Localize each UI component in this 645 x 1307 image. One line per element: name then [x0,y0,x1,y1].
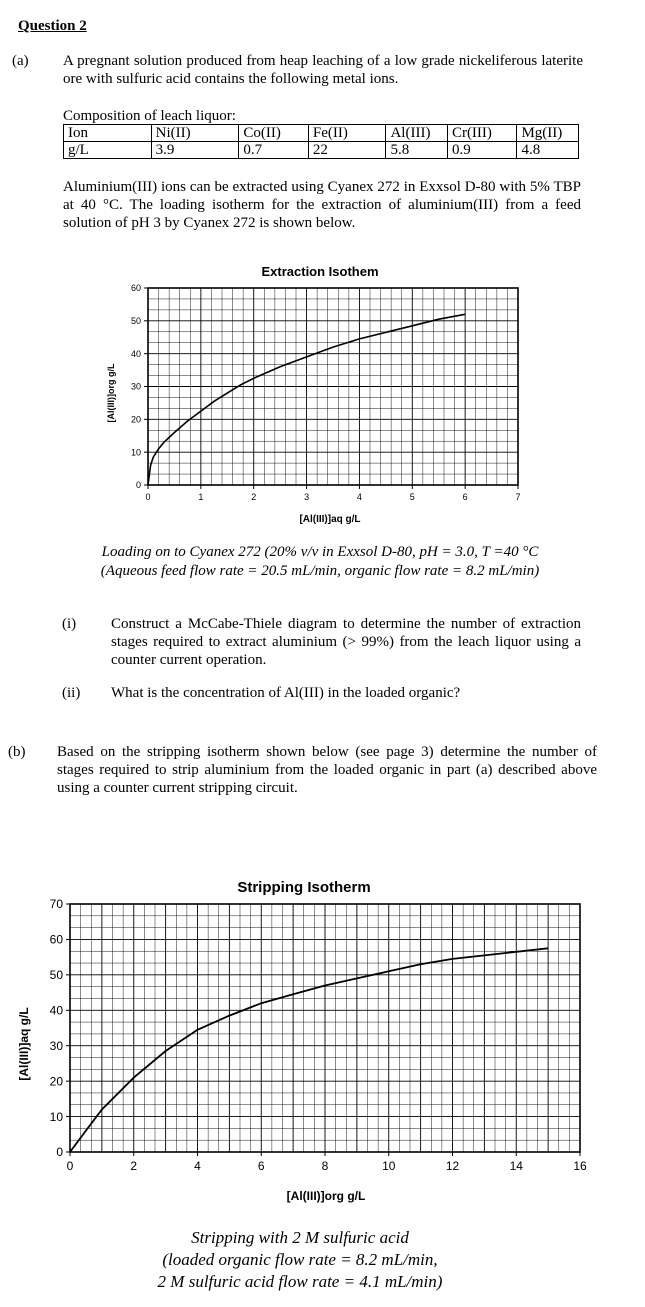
table-cell: 0.7 [239,142,309,159]
x-tick-label: 12 [445,1159,460,1173]
y-axis-label: [Al(III)]org g/L [106,363,116,423]
y-tick-label: 10 [49,1109,63,1124]
chart-title: Stripping Isotherm [237,879,371,896]
x-tick-label: 0 [145,492,151,502]
y-tick-label: 40 [49,1003,63,1018]
y-tick-label: 0 [135,480,141,491]
chart-ticks [131,283,521,502]
x-tick-label: 7 [515,492,521,502]
table-cell: Fe(II) [308,125,386,142]
x-tick-label: 3 [304,492,310,502]
stripping-caption-line-2: (loaded organic flow rate = 8.2 mL/min, [162,1250,438,1269]
y-tick-label: 60 [49,932,63,947]
table-cell: g/L [64,142,152,159]
table-cell: Cr(III) [447,125,517,142]
part-a-paragraph-2: Aluminium(III) ions can be extracted using Cyanex 272 in Exxsol D-80 with 5% TBP at 40 °C. The loading isotherm for the extraction of aluminium(III) from a feed solution of pH 3 by Cyanex 272 is shown below. [63,179,581,231]
extraction-caption-line-1: Loading on to Cyanex 272 (20% v/v in Exxsol D-80, pH = 3.0, T =40 °C [101,544,539,560]
y-tick-label: 20 [130,414,141,425]
y-tick-label: 30 [130,381,141,392]
x-tick-label: 6 [462,492,468,502]
sub-ii-label: (ii) [62,685,81,701]
chart-ticks [50,897,587,1173]
composition-table [63,124,579,159]
x-tick-label: 4 [194,1159,201,1173]
part-b-label: (b) [8,744,26,760]
table-caption: Composition of leach liquor: [63,108,236,124]
x-tick-label: 14 [509,1159,523,1173]
table-cell: 5.8 [386,142,447,159]
table-cell: Mg(II) [517,125,579,142]
sub-i-label: (i) [62,616,77,632]
chart-title: Extraction Isothem [261,264,379,279]
sub-i-text: Construct a McCabe-Thiele diagram to determine the number of extraction stages required to extract aluminium (> 99%) from the leach liquor using a counter current operation. [111,616,581,668]
table-cell: 3.9 [151,142,239,159]
table-cell: Al(III) [386,125,447,142]
x-tick-label: 4 [356,492,362,502]
table-cell: Ni(II) [151,125,239,142]
y-tick-label: 20 [49,1074,63,1089]
x-tick-label: 2 [251,492,257,502]
x-tick-label: 6 [257,1159,265,1173]
x-tick-label: 10 [382,1159,396,1173]
x-axis-label: [Al(III)]org g/L [286,1189,366,1203]
extraction-caption-line-2: (Aqueous feed flow rate = 20.5 mL/min, organic flow rate = 8.2 mL/min) [100,563,540,579]
x-tick-label: 16 [573,1159,587,1173]
x-tick-label: 8 [321,1159,329,1173]
y-tick-label: 50 [130,315,141,326]
x-tick-label: 5 [409,492,415,502]
y-tick-label: 30 [49,1038,63,1053]
chart-grid [148,288,518,485]
y-tick-label: 50 [49,968,63,983]
x-axis-label: [Al(III)]aq g/L [299,514,361,525]
stripping-caption-line-1: Stripping with 2 M sulfuric acid [191,1228,409,1247]
table-cell: 0.9 [447,142,517,159]
isotherm-line [70,948,548,1152]
y-tick-label: 70 [49,897,63,912]
y-tick-label: 60 [130,283,141,294]
y-tick-label: 10 [130,447,141,458]
stripping-caption-line-3: 2 M sulfuric acid flow rate = 4.1 mL/min) [157,1272,443,1291]
table-cell: 4.8 [517,142,579,159]
table-cell: Ion [64,125,152,142]
part-a-intro: A pregnant solution produced from heap leaching of a low grade nickeliferous laterite ore with sulfuric acid contains the following metal ions. [63,53,583,87]
extraction-isotherm-chart [90,258,540,528]
x-tick-label: 0 [66,1159,74,1173]
table-cell: Co(II) [239,125,309,142]
sub-ii-text: What is the concentration of Al(III) in the loaded organic? [111,685,461,701]
y-tick-label: 0 [56,1145,63,1160]
question-title: Question 2 [18,18,87,34]
x-tick-label: 2 [130,1159,138,1173]
table-cell: 22 [308,142,386,159]
chart-grid [70,904,580,1152]
table-row [64,125,579,142]
part-a-label: (a) [12,53,29,69]
y-tick-label: 40 [130,348,141,359]
x-tick-label: 1 [198,492,204,502]
stripping-isotherm-chart [10,872,610,1207]
table-row [64,142,579,159]
y-axis-label: [Al(III)]aq g/L [17,1007,31,1081]
part-b-text: Based on the stripping isotherm shown below (see page 3) determine the number of stages required to strip aluminium from the loaded organic in part (a) described above using a counter current stripping circuit. [57,744,597,796]
